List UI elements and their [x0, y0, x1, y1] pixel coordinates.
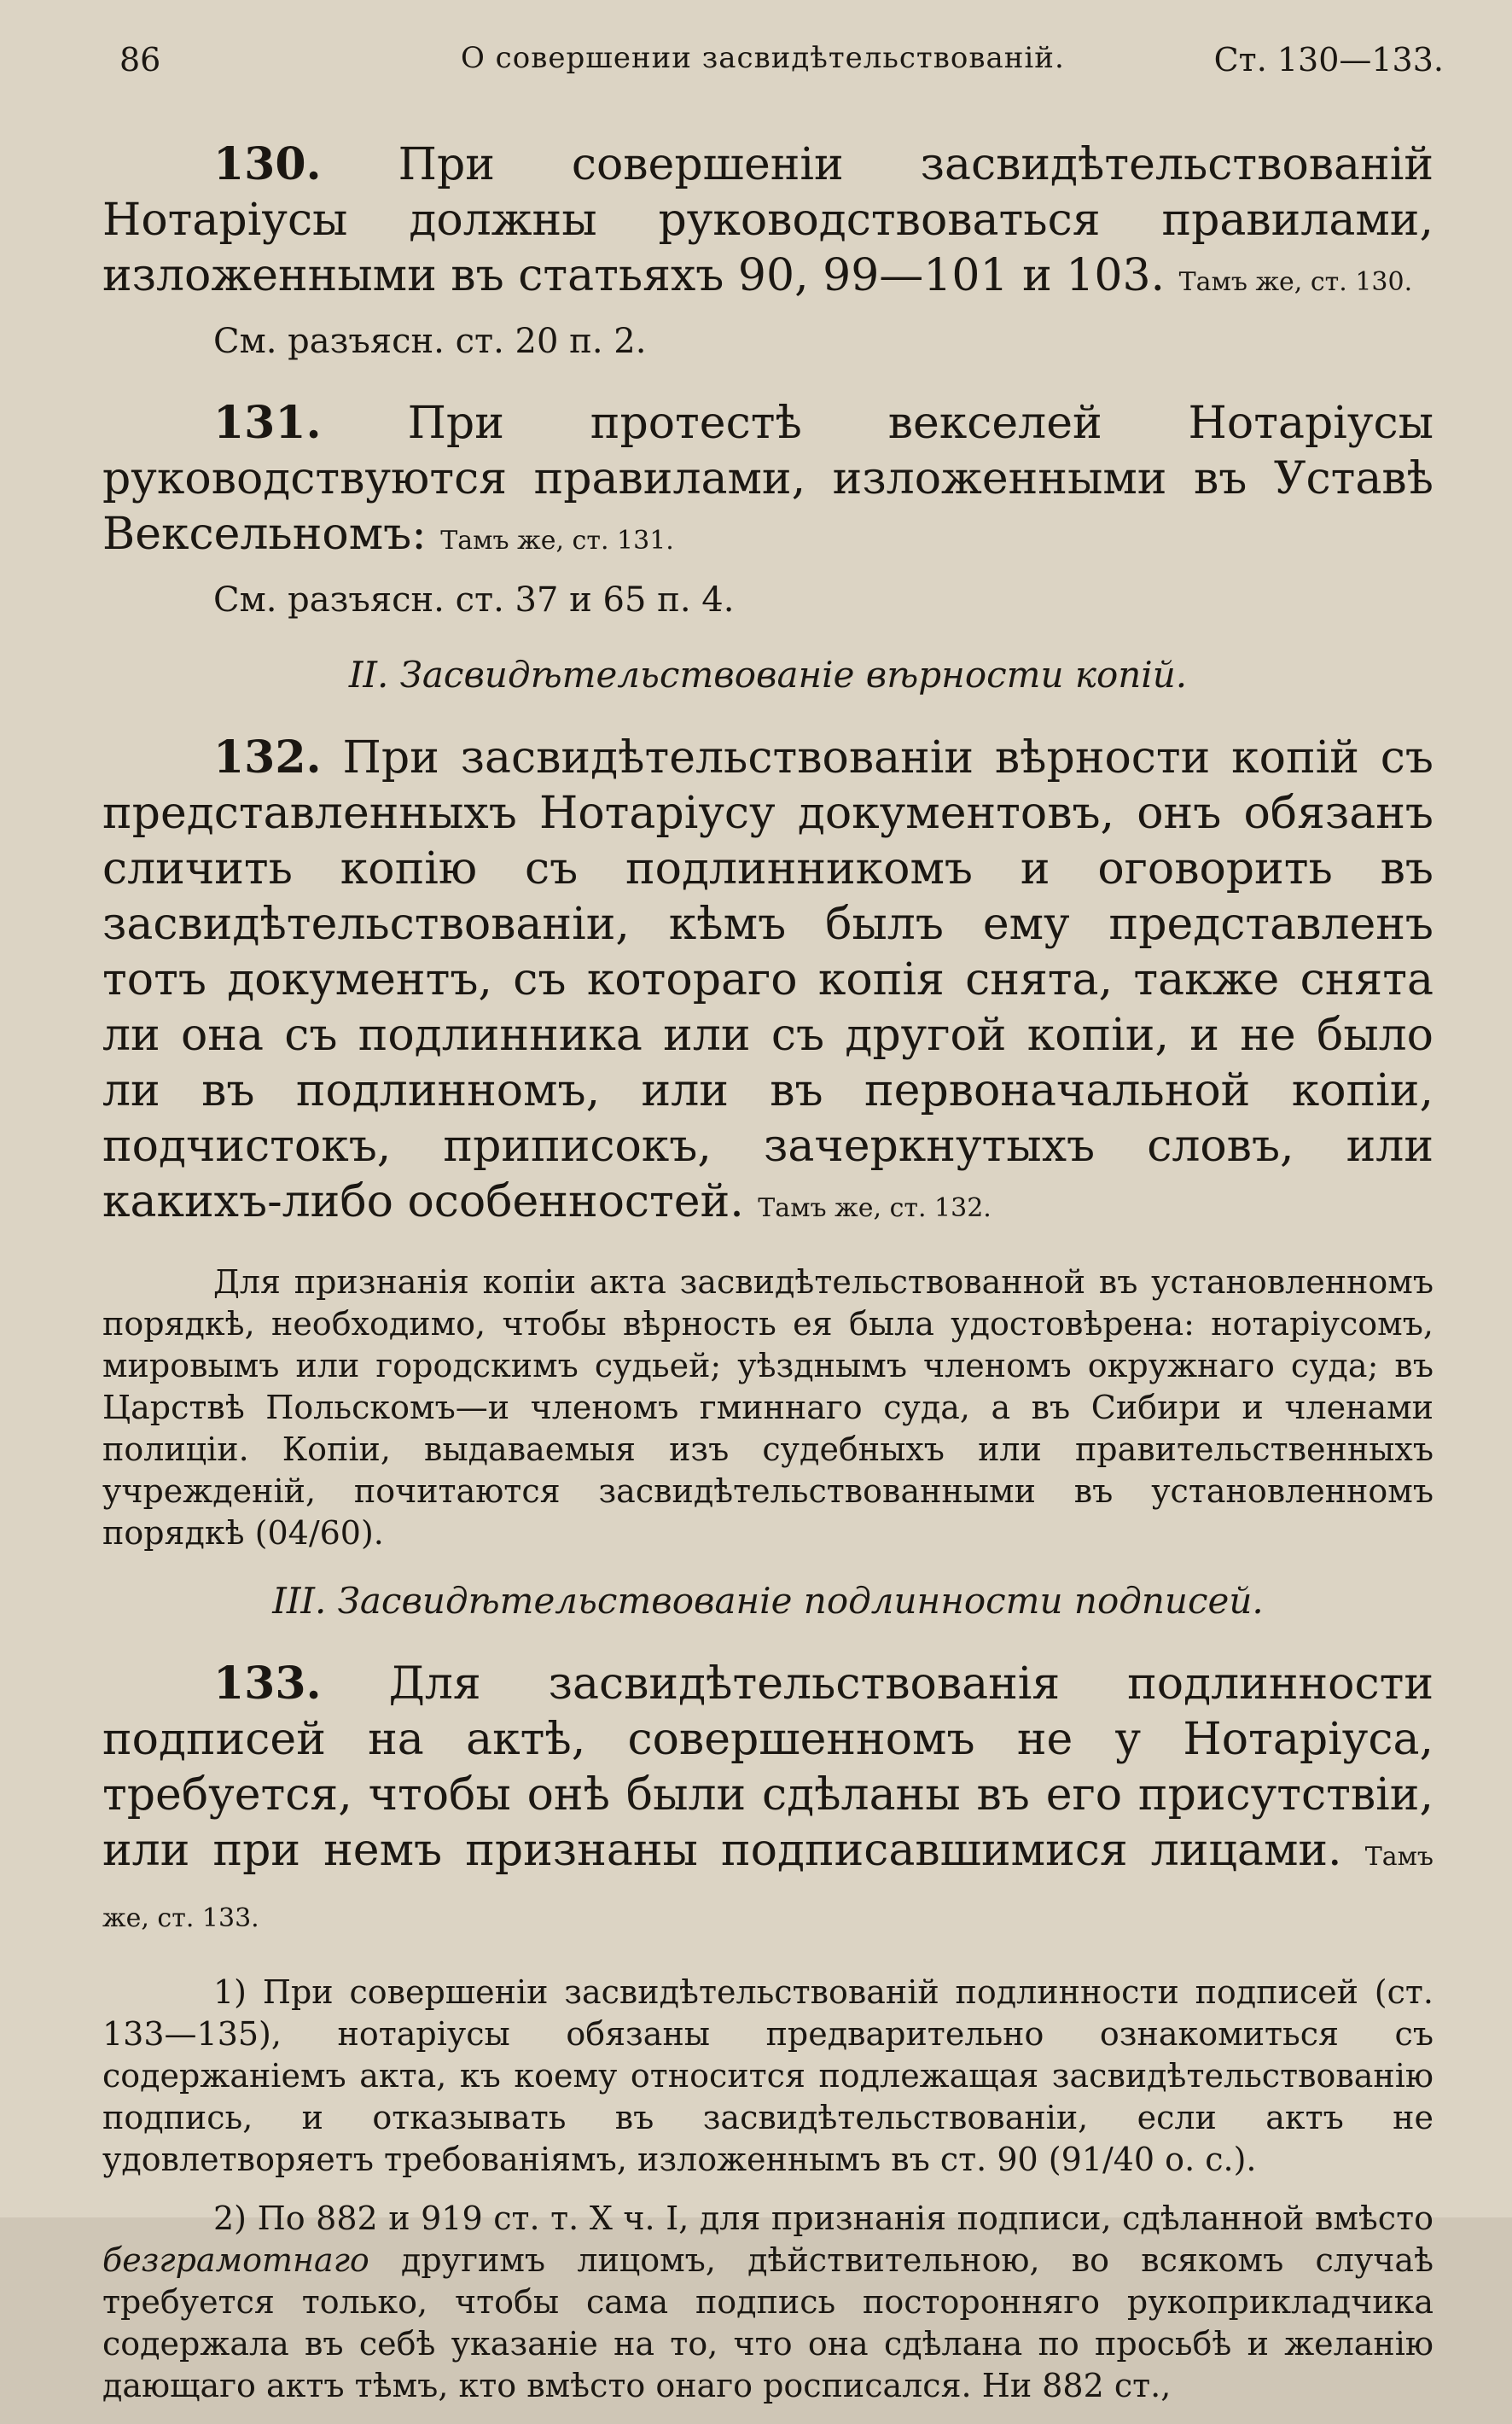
- article-number: 133.: [213, 1658, 322, 1710]
- article-131: [102, 395, 1433, 568]
- article-number: 131.: [213, 397, 322, 449]
- article-source: Тамъ же, ст. 133.: [102, 1842, 1434, 1933]
- article-text: При засвидѣтельствованіи вѣрности копій съ представленныхъ Нотаріусу документовъ, онъ обязанъ сличить копію съ подлинникомъ и оговорить въ засвидѣтельствованіи, кѣмъ былъ ему представленъ тотъ документъ, съ котораго копія снята, также снята ли она съ подлинника или съ другой копіи, и не было ли въ подлинномъ, или въ первоначальной копіи, подчистокъ, приписокъ, зачеркнутыхъ словъ, или какихъ-либо особенностей.: [102, 732, 1433, 1227]
- article-note: Для признанія копіи акта засвидѣтельствованной въ установленномъ порядкѣ, необходимо, чтобы вѣрность ея была удостовѣрена: нотаріусомъ, мировымъ или городскимъ судьей; уѣзднымъ членомъ окружнаго суда; въ Царствѣ Польскомъ—и членомъ гминнаго суда, а въ Сибири и членами полиціи. Копіи, выдаваемыя изъ судебныхъ или правительственныхъ учрежденій, почитаются засвидѣтельствованными въ установленномъ порядкѣ (04/60).: [102, 1263, 1433, 1552]
- page-body: [102, 137, 1433, 2424]
- article-132: [102, 730, 1433, 1236]
- article-note-1: 1) При совершеніи засвидѣтельствованій подлинности подписей (ст. 133—135), нотаріусы обязаны предварительно ознакомиться съ содержаніемъ акта, къ коему относится подлежащая засвидѣтельствованію подпись, и отказывать въ засвидѣтельствованіи, если актъ не удовлетворяетъ требованіямъ, изложеннымъ въ ст. 90 (91/40 о. с.).: [102, 1973, 1433, 2178]
- page-header: [102, 34, 1444, 85]
- article-source: Тамъ же, ст. 132.: [758, 1193, 992, 1223]
- article-note-2: [102, 2198, 1433, 2407]
- article-text: При протестѣ векселей Нотаріусы руководствуются правилами, изложенными въ Уставѣ Вексельномъ:: [102, 398, 1434, 560]
- section-heading-2: II. Засвидѣтельствованіе вѣрности копій.: [348, 654, 1188, 696]
- running-title: О совершении засвидѣтельствованій.: [461, 41, 1065, 75]
- section-heading-3: III. Засвидѣтельствованіе подлинности подписей.: [272, 1580, 1264, 1622]
- article-reference: См. разъясн. ст. 20 п. 2.: [213, 322, 647, 361]
- article-130: [102, 137, 1433, 310]
- article-text: При совершеніи засвидѣтельствованій Нотаріусы должны руководствоваться правилами, изложенными въ статьяхъ 90, 99—101 и 103.: [102, 139, 1434, 301]
- note-text: 2) По 882 и 919 ст. т. X ч. I, для признанія подписи, сдѣланной вмѣсто: [213, 2200, 1433, 2237]
- article-number: 132.: [213, 731, 322, 784]
- article-text: Для засвидѣтельствованія подлинности подписей на актѣ, совершенномъ не у Нотаріуса, требуется, чтобы онѣ были сдѣланы въ его присутствіи, или при немъ признаны подписавшимися лицами.: [102, 1658, 1433, 1876]
- note-emphasis: безграмотнаго: [102, 2241, 369, 2279]
- article-133: [102, 1656, 1433, 1946]
- page-number: 86: [119, 41, 161, 79]
- article-number: 130.: [213, 138, 322, 190]
- section-range: Ст. 130—133.: [1213, 41, 1444, 79]
- article-source: Тамъ же, ст. 131.: [440, 526, 674, 556]
- note-text: другимъ лицомъ, дѣйствительною, во всякомъ случаѣ требуется только, чтобы сама подпись посторонняго рукоприкладчика содержала въ себѣ указаніе на то, что она сдѣлана по просьбѣ и желанію дающаго актъ тѣмъ, кто вмѣсто онаго росписался. Ни 882 ст.,: [102, 2241, 1433, 2404]
- article-source: Тамъ же, ст. 130.: [1178, 267, 1413, 297]
- article-reference: См. разъясн. ст. 37 и 65 п. 4.: [213, 580, 735, 620]
